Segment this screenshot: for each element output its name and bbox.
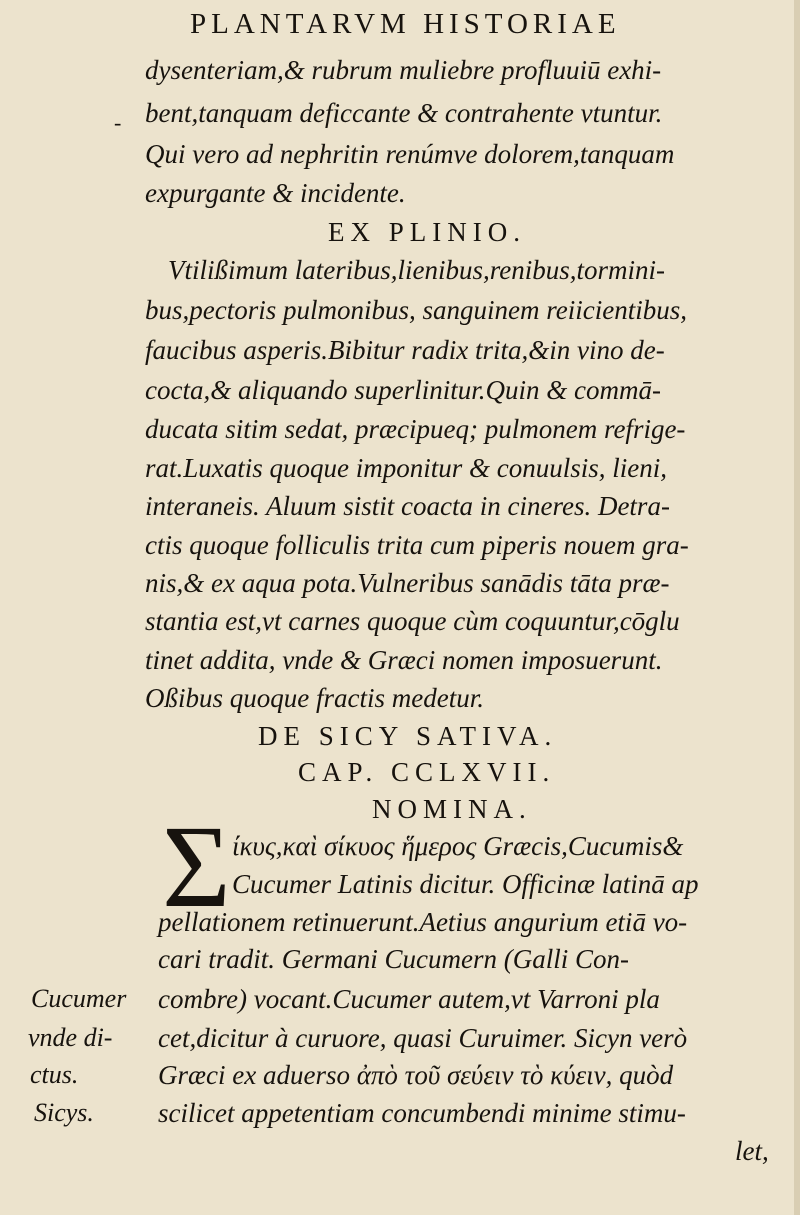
text-line: bus,pectoris pulmonibus, sanguinem reiicientibus, xyxy=(145,295,687,325)
page-edge xyxy=(794,0,800,1215)
text-line: nis,& ex aqua pota.Vulneribus sanādis tāta præ- xyxy=(145,568,670,598)
text-line: faucibus asperis.Bibitur radix trita,&in vino de- xyxy=(145,335,665,365)
text-line: Cucumer Latinis dicitur. Officinæ latinā ap xyxy=(232,869,699,899)
nomina-heading: NOMINA. xyxy=(372,794,532,824)
chapter-number: CAP. CCLXVII. xyxy=(298,757,556,787)
text-line: Vtilißimum lateribus,lienibus,renibus,tormini- xyxy=(168,255,665,285)
text-line: cocta,& aliquando superlinitur.Quin & commā- xyxy=(145,375,661,405)
text-line: Oßibus quoque fractis medetur. xyxy=(145,683,484,713)
text-line: stantia est,vt carnes quoque cùm coquuntur,cōglu xyxy=(145,606,680,636)
text-line: expurgante & incidente. xyxy=(145,178,406,208)
margin-note: vnde di- xyxy=(28,1023,113,1052)
text-line: Qui vero ad nephritin renúmve dolorem,tanquam xyxy=(145,139,675,169)
running-head: PLANTARVM HISTORIAE xyxy=(190,8,621,40)
text-line: bent,tanquam deficcante & contrahente vtuntur. xyxy=(145,98,663,128)
text-line: Græci ex aduerso ἀπὸ τοῦ σεύειν τὸ κύειν, quòd xyxy=(158,1060,674,1090)
text-line: pellationem retinuerunt.Aetius angurium etiā vo- xyxy=(158,907,688,937)
drop-cap-sigma: Σ xyxy=(162,801,231,932)
text-line: cari tradit. Germani Cucumern (Galli Con- xyxy=(158,944,629,974)
text-line: ctis quoque folliculis trita cum piperis nouem gra- xyxy=(145,530,689,560)
text-line: rat.Luxatis quoque imponitur & conuulsis, lieni, xyxy=(145,453,668,483)
text-line: cet,dicitur à curuore, quasi Curuimer. Sicyn verò xyxy=(158,1023,688,1053)
section-heading-plinio: EX PLINIO. xyxy=(328,217,526,247)
margin-note: ctus. xyxy=(30,1060,79,1089)
margin-note: Sicys. xyxy=(34,1098,94,1127)
text-line: let, xyxy=(735,1136,769,1166)
text-line: dysenteriam,& rubrum muliebre profluuiū exhi- xyxy=(145,55,662,85)
text-line: combre) vocant.Cucumer autem,vt Varroni pla xyxy=(158,984,660,1014)
chapter-title: DE SICY SATIVA. xyxy=(258,721,558,751)
margin-dash: - xyxy=(114,110,122,135)
text-line: scilicet appetentiam concumbendi minime stimu- xyxy=(158,1098,686,1128)
text-line: ducata sitim sedat, præcipueq; pulmonem refrige- xyxy=(145,414,686,444)
text-line: ίκυς,καὶ σίκυος ἥμερος Græcis,Cucumis& xyxy=(232,831,684,861)
text-line: tinet addita, vnde & Græci nomen imposuerunt. xyxy=(145,645,663,675)
margin-note: Cucumer xyxy=(31,984,127,1013)
text-line: interaneis. Aluum sistit coacta in cineres. Detra- xyxy=(145,491,670,521)
